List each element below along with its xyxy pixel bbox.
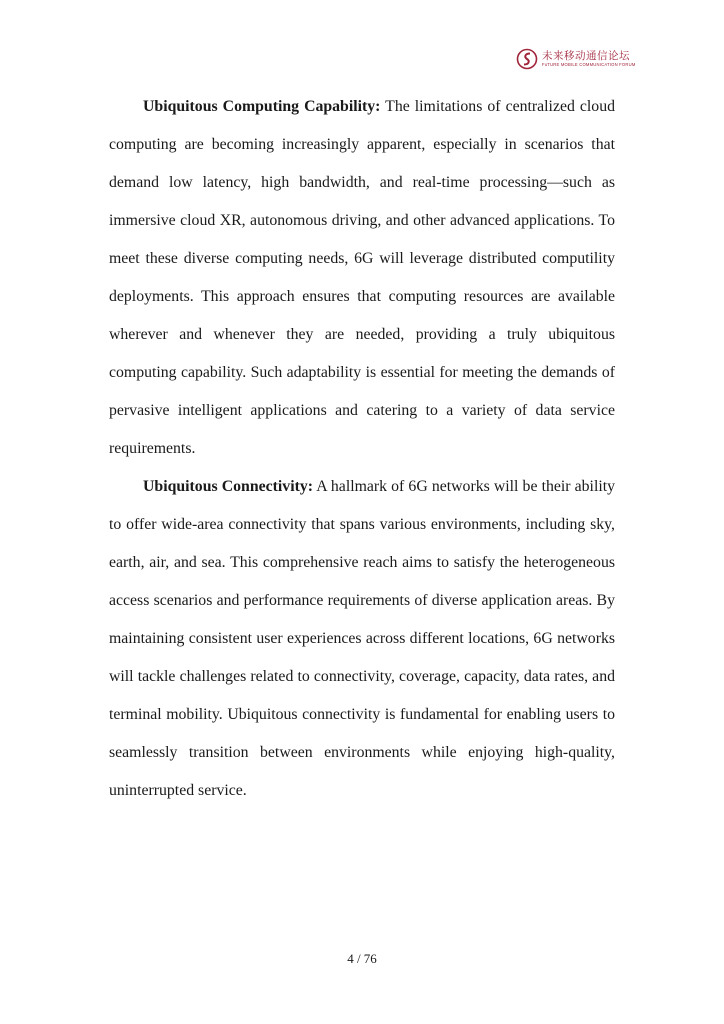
paragraph-text: The limitations of centralized cloud computing are becoming increasingly apparent, especially in scenarios that demand low latency, high bandwidth, and real-time processing—such as immersive cloud XR, autonomous driving, and other advanced applications. To meet these diverse computing needs, 6G will leverage distributed computility deployments. This approach ensures that computing resources are available wherever and whenever they are needed, providing a truly ubiquitous computing capability. Such adaptability is essential for meeting the demands of pervasive intelligent applications and catering to a variety of data service requirements.	[109, 98, 615, 457]
forum-logo-icon	[516, 48, 538, 70]
document-body	[109, 88, 615, 810]
paragraph-heading: Ubiquitous Computing Capability:	[143, 98, 381, 115]
logo-chinese-name: 未来移动通信论坛	[542, 49, 630, 62]
forum-logo	[516, 48, 636, 70]
paragraph-text: A hallmark of 6G networks will be their ability to offer wide-area connectivity that spans various environments, including sky, earth, air, and sea. This comprehensive reach aims to satisfy the heterogeneous access scenarios and performance requirements of diverse application areas. By maintaining consistent user experiences across different locations, 6G networks will tackle challenges related to connectivity, coverage, capacity, data rates, and terminal mobility. Ubiquitous connectivity is fundamental for enabling users to seamlessly transition between environments while enjoying high-quality, uninterrupted service.	[109, 478, 616, 799]
paragraph-connectivity	[109, 468, 615, 810]
paragraph-computing-capability	[109, 88, 615, 468]
logo-text	[542, 51, 636, 68]
page-number: 4 / 76	[347, 951, 377, 966]
logo-english-name: FuTURE MOBILE COMMUNICATION FORUM	[542, 62, 636, 68]
paragraph-heading: Ubiquitous Connectivity:	[143, 478, 314, 495]
